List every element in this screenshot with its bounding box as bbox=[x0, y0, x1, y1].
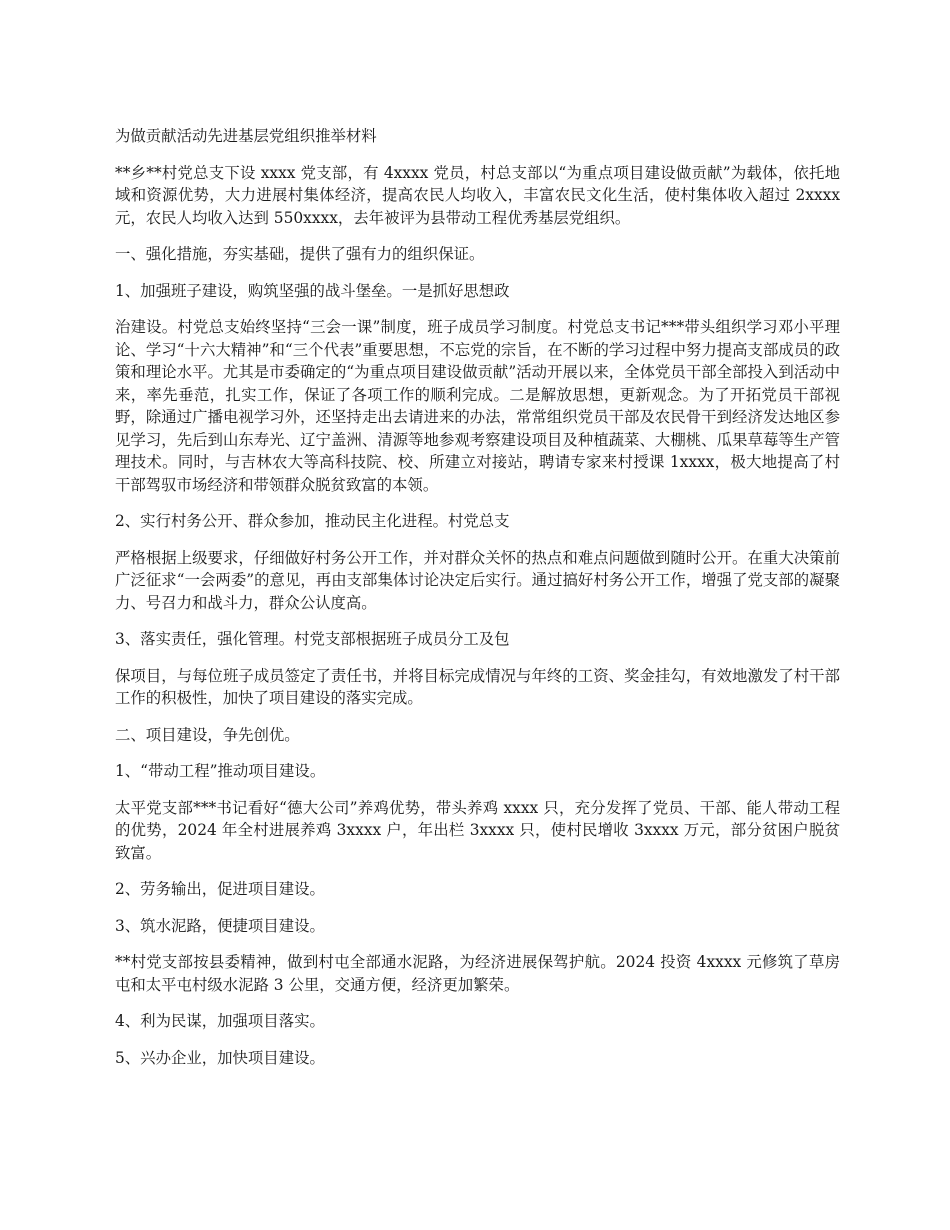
subsection-heading-2-5: 5、兴办企业，加快项目建设。 bbox=[115, 1048, 325, 1067]
paragraph-intro: **乡**村党总支下设 xxxx 党支部，有 4xxxx 党员，村总支部以“为重点项目建设做贡献”为载体，依托地域和资源优势，大力进展村集体经济，提高农民人均收入，丰富农民文化生活，使村集体收入超过 2xxxx 元，农民人均收入达到 550xxxx，去年被评为县带动工程优秀基层党组织。 bbox=[115, 163, 840, 227]
subsection-heading-2-1: 1、“带动工程”推动项目建设。 bbox=[115, 762, 326, 780]
subsection-heading-2-4: 4、利为民谋，加强项目落实。 bbox=[115, 1012, 325, 1030]
subsection-heading-1-3: 3、落实责任，强化管理。村党支部根据班子成员分工及包 bbox=[115, 630, 510, 648]
paragraph-body: 严格根据上级要求，仔细做好村务公开工作，并对群众关怀的热点和难点问题做到随时公开。在重大决策前广泛征求“一会两委”的意见，再由支部集体讨论决定后实行。通过搞好村务公开工作，增强了党支部的凝聚力、号召力和战斗力，群众公认度高。 bbox=[115, 548, 840, 612]
document-title: 为做贡献活动先进基层党组织推举材料 bbox=[115, 127, 377, 145]
section-heading-1: 一、强化措施，夯实基础，提供了强有力的组织保证。 bbox=[115, 245, 485, 263]
subsection-heading-2-3: 3、筑水泥路，便捷项目建设。 bbox=[115, 916, 325, 935]
subsection-heading-1-2: 2、实行村务公开、群众参加，推动民主化进程。村党总支 bbox=[115, 512, 510, 530]
paragraph-body: 保项目，与每位班子成员签定了责任书，并将目标完成情况与年终的工资、奖金挂勾，有效地激发了村干部工作的积极性，加快了项目建设的落实完成。 bbox=[115, 666, 840, 707]
subsection-heading-1-1: 1、加强班子建设，购筑坚强的战斗堡垒。一是抓好思想政 bbox=[115, 281, 510, 300]
subsection-heading-2-2: 2、劳务输出，促进项目建设。 bbox=[115, 880, 325, 898]
paragraph-body: 治建设。村党总支始终坚持“三会一课”制度，班子成员学习制度。村党总支书记***带头组织学习邓小平理论、学习“十六大精神”和“三个代表”重要思想，不忘党的宗旨，在不断的学习过程中努力提高支部成员的政策和理论水平。尤其是市委确定的“为重点项目建设做贡献”活动开展以来，全体党员干部全部投入到活动中来，率先垂范，扎实工作，保证了各项工作的顺利完成。二是解放思想，更新观念。为了开拓党员干部视野，除通过广播电视学习外，还坚持走出去请进来的办法，常常组织党员干部及农民骨干到经济发达地区参见学习，先后到山东寿光、辽宁盖洲、清源等地参观考察建设项目及种植蔬菜、大棚桃、瓜果草莓等生产管理技术。同时，与吉林农大等高科技院、校、所建立对接站，聘请专家来村授课 1xxxx，极大地提高了村干部驾驭市场经济和带领群众脱贫致富的本领。 bbox=[115, 318, 840, 494]
section-heading-2: 二、项目建设，争先创优。 bbox=[115, 725, 300, 744]
paragraph-body: **村党支部按县委精神，做到村屯全部通水泥路，为经济进展保驾护航。2024 投资 4xxxx 元修筑了草房屯和太平屯村级水泥路 3 公里，交通方便，经济更加繁荣。 bbox=[115, 953, 840, 994]
paragraph-body: 太平党支部***书记看好“德大公司”养鸡优势，带头养鸡 xxxx 只，充分发挥了党员、干部、能人带动工程的优势，2024 年全村进展养鸡 3xxxx 户，年出栏 3xxxx 只，使村民增收 3xxxx 万元，部分贫困户脱贫致富。 bbox=[115, 798, 840, 862]
document-page bbox=[115, 125, 840, 1083]
